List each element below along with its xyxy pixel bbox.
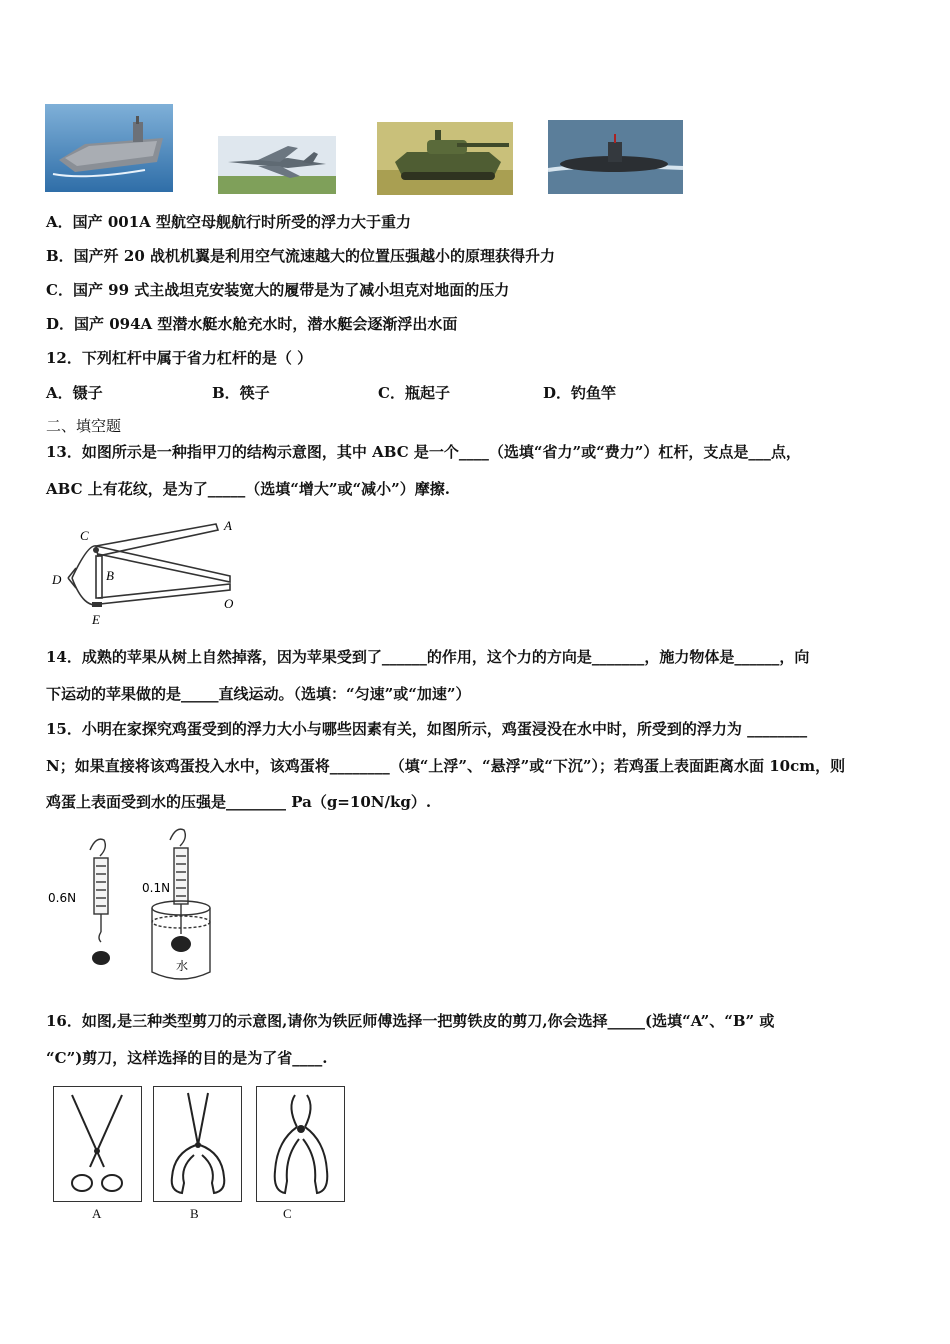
q16-line-2: “C”)剪刀，这样选择的目的是为了省____. (46, 1049, 328, 1067)
nail-clipper-diagram (48, 516, 248, 630)
caption-a: A (92, 1206, 102, 1221)
caption-c: C (283, 1206, 292, 1221)
q13-line-2: ABC 上有花纹，是为了_____（选填“增大”或“减小”）摩擦. (46, 480, 450, 498)
reading-0-1n: 0.1N (142, 881, 171, 895)
q12-option-c: C．瓶起子 (378, 384, 450, 402)
scissors-a-icon (54, 1087, 141, 1201)
section-title: 二、填空题 (46, 417, 122, 435)
q12-option-d: D．钓鱼竿 (543, 384, 617, 402)
q16-line-1: 16．如图,是三种类型剪刀的示意图,请你为铁匠师傅选择一把剪铁皮的剪刀,你会选择_____(选填“A”、“B” 或 (46, 1012, 775, 1030)
label-b: B (106, 568, 114, 583)
caption-b: B (190, 1206, 199, 1221)
q11-option-c: C．国产 99 式主战坦克安装宽大的履带是为了减小坦克对地面的压力 (46, 281, 510, 299)
aircraft-carrier-photo (45, 104, 173, 192)
label-c: C (80, 528, 89, 543)
submarine-photo (548, 120, 683, 194)
tank-photo (377, 122, 513, 195)
q11-option-a: A．国产 001A 型航空母舰航行时所受的浮力大于重力 (46, 213, 412, 231)
q12-option-b: B．筷子 (212, 384, 270, 402)
reading-0-6n: 0.6N (48, 891, 77, 905)
q12-option-a: A．镊子 (46, 384, 103, 402)
scissors-a-box (53, 1086, 142, 1202)
label-d: D (52, 572, 62, 587)
scissors-b-box (153, 1086, 242, 1202)
q14-line-2: 下运动的苹果做的是_____直线运动。（选填：“匀速”或“加速”） (46, 685, 471, 703)
spring-scale-diagram (46, 826, 236, 984)
label-a: A (224, 518, 232, 533)
q14-line-1: 14．成熟的苹果从树上自然掉落，因为苹果受到了______的作用，这个力的方向是_______，施力物体是______，向 (46, 648, 810, 666)
q13-line-1: 13．如图所示是一种指甲刀的结构示意图，其中 ABC 是一个____（选填“省力”或“费力”）杠杆，支点是___点， (46, 443, 801, 461)
q15-line-3: 鸡蛋上表面受到水的压强是________ Pa（g=10N/kg）. (46, 793, 432, 811)
q15-line-1: 15．小明在家探究鸡蛋受到的浮力大小与哪些因素有关，如图所示，鸡蛋浸没在水中时，所受到的浮力为 ________ (46, 720, 808, 738)
water-label: 水 (176, 959, 189, 973)
q11-option-d: D．国产 094A 型潜水艇水舱充水时，潜水艇会逐渐浮出水面 (46, 315, 458, 333)
q15-line-2: N；如果直接将该鸡蛋投入水中，该鸡蛋将________（填“上浮”、“悬浮”或“下沉”）；若鸡蛋上表面距离水面 10cm，则 (46, 757, 846, 775)
label-e: E (92, 612, 100, 627)
scissors-c-icon (257, 1087, 344, 1201)
fighter-jet-photo (218, 136, 336, 194)
q12-stem: 12．下列杠杆中属于省力杠杆的是（ ） (46, 349, 313, 367)
label-o: O (224, 596, 234, 611)
q11-option-b: B．国产歼 20 战机机翼是利用空气流速越大的位置压强越小的原理获得升力 (46, 247, 555, 265)
scissors-c-box (256, 1086, 345, 1202)
scissors-b-icon (154, 1087, 241, 1201)
